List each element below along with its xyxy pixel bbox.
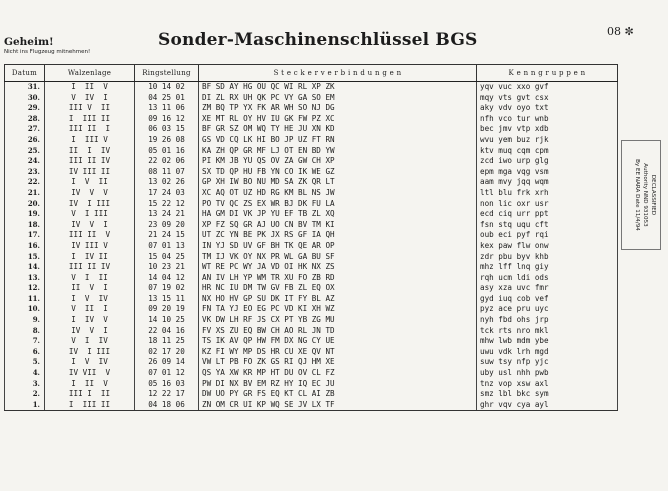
table-row	[5, 294, 618, 305]
row-walzenlage: I IV V	[45, 315, 135, 326]
table-row	[5, 93, 618, 104]
row-walzenlage: III I II	[45, 389, 135, 400]
row-stecker: BF SD AY HG OU QC WI RL XP ZK	[199, 82, 477, 93]
row-kenngruppen: aam mvy jqq wqm	[477, 177, 618, 188]
row-stecker: ZN OM CR UI KP WQ SE JV LX TF	[199, 400, 477, 411]
row-kenngruppen: uwu vdk lrh mgd	[477, 347, 618, 358]
table-row	[5, 124, 618, 135]
row-walzenlage: III II IV	[45, 262, 135, 273]
table-row	[5, 389, 618, 400]
row-stecker: PO TV QC ZS EX WR BJ DK FU LA	[199, 199, 477, 210]
row-kenngruppen: zcd iwo urp glg	[477, 156, 618, 167]
row-date: 6.	[5, 347, 45, 358]
header-datum: Datum	[5, 65, 45, 82]
row-stecker: KZ FI WY MP DS HR CU XE QV NT	[199, 347, 477, 358]
row-ringstellung: 26 09 14	[135, 357, 199, 368]
table-row	[5, 103, 618, 114]
row-ringstellung: 17 24 03	[135, 188, 199, 199]
row-kenngruppen: ghr vqv cya ayl	[477, 400, 618, 411]
document-title: Sonder-Maschinenschlüssel BGS	[158, 30, 478, 50]
row-stecker: VK DW LH RF JS CX PT YB ZG MU	[199, 315, 477, 326]
row-kenngruppen: smz lbl bkc sym	[477, 389, 618, 400]
row-date: 24.	[5, 156, 45, 167]
row-stecker: DW UO PY GR FS EQ KT CL AI ZB	[199, 389, 477, 400]
row-walzenlage: IV VII V	[45, 368, 135, 379]
row-kenngruppen: bec jmv vtp xdb	[477, 124, 618, 135]
row-walzenlage: V I IV	[45, 336, 135, 347]
row-kenngruppen: pyz ace pru uyc	[477, 304, 618, 315]
table-row	[5, 146, 618, 157]
row-walzenlage: I II V	[45, 82, 135, 93]
table-row	[5, 188, 618, 199]
row-walzenlage: IV V I	[45, 326, 135, 337]
row-date: 29.	[5, 103, 45, 114]
row-walzenlage: I V IV	[45, 294, 135, 305]
row-date: 4.	[5, 368, 45, 379]
row-walzenlage: V II I	[45, 304, 135, 315]
table-row	[5, 326, 618, 337]
table-row	[5, 114, 618, 125]
row-kenngruppen: tnz vop xsw axl	[477, 379, 618, 390]
row-kenngruppen: asy xza uvc fmr	[477, 283, 618, 294]
row-kenngruppen: non lic oxr usr	[477, 199, 618, 210]
row-kenngruppen: uby usl nhh pwb	[477, 368, 618, 379]
header-walzenlage: Walzenlage	[45, 65, 135, 82]
row-stecker: XC AQ OT UZ HD RG KM BL NS JW	[199, 188, 477, 199]
row-stecker: BF GR SZ OM WQ TY HE JU XN KD	[199, 124, 477, 135]
table-row	[5, 347, 618, 358]
table-row	[5, 167, 618, 178]
row-stecker: PI KM JB YU QS OV ZA GW CH XP	[199, 156, 477, 167]
row-walzenlage: II V I	[45, 283, 135, 294]
row-date: 7.	[5, 336, 45, 347]
row-ringstellung: 09 16 12	[135, 114, 199, 125]
row-date: 5.	[5, 357, 45, 368]
row-ringstellung: 05 16 03	[135, 379, 199, 390]
table-row	[5, 304, 618, 315]
header-kenngruppen: K e n n g r u p p e n	[477, 65, 618, 82]
row-ringstellung: 04 25 01	[135, 93, 199, 104]
classification-label: Geheim!	[4, 36, 54, 48]
row-ringstellung: 09 20 19	[135, 304, 199, 315]
row-stecker: UT ZC YN BE PK JX RS GF IA QH	[199, 230, 477, 241]
row-kenngruppen: epm mga vqg vsm	[477, 167, 618, 178]
row-date: 31.	[5, 82, 45, 93]
table-row	[5, 230, 618, 241]
row-walzenlage: III II IV	[45, 156, 135, 167]
row-date: 28.	[5, 114, 45, 125]
row-ringstellung: 07 01 12	[135, 368, 199, 379]
row-ringstellung: 13 15 11	[135, 294, 199, 305]
row-date: 14.	[5, 262, 45, 273]
row-kenngruppen: suw tsy nfp yjc	[477, 357, 618, 368]
row-ringstellung: 23 09 20	[135, 220, 199, 231]
table-row	[5, 379, 618, 390]
row-kenngruppen: nfh vco tur wnb	[477, 114, 618, 125]
row-ringstellung: 02 17 20	[135, 347, 199, 358]
row-ringstellung: 19 26 08	[135, 135, 199, 146]
table-row	[5, 368, 618, 379]
row-date: 15.	[5, 252, 45, 263]
row-date: 12.	[5, 283, 45, 294]
table-header	[5, 65, 618, 82]
row-ringstellung: 15 04 25	[135, 252, 199, 263]
row-stecker: FV XS ZU EQ BW CH AO RL JN TD	[199, 326, 477, 337]
row-stecker: FN TA YJ EO EG PC VD KI XH WZ	[199, 304, 477, 315]
row-date: 25.	[5, 146, 45, 157]
row-date: 8.	[5, 326, 45, 337]
row-kenngruppen: rqh ucm ldi ods	[477, 273, 618, 284]
row-walzenlage: V I III	[45, 209, 135, 220]
table-row	[5, 315, 618, 326]
row-date: 21.	[5, 188, 45, 199]
row-walzenlage: I III II	[45, 400, 135, 411]
row-walzenlage: IV III II	[45, 167, 135, 178]
row-ringstellung: 10 23 21	[135, 262, 199, 273]
row-kenngruppen: wvu yem buz rjk	[477, 135, 618, 146]
row-kenngruppen: ecd ciq urr ppt	[477, 209, 618, 220]
row-stecker: SX TD QP HU FB YN CO IK WE GZ	[199, 167, 477, 178]
row-walzenlage: I II V	[45, 379, 135, 390]
row-date: 3.	[5, 379, 45, 390]
row-date: 22.	[5, 177, 45, 188]
row-date: 27.	[5, 124, 45, 135]
row-date: 1.	[5, 400, 45, 411]
row-kenngruppen: gyd iuq cob vef	[477, 294, 618, 305]
row-stecker: HA GM DI VK JP YU EF TB ZL XQ	[199, 209, 477, 220]
table-row	[5, 209, 618, 220]
table-row	[5, 273, 618, 284]
declassified-stamp	[621, 140, 661, 250]
row-walzenlage: IV I III	[45, 347, 135, 358]
row-kenngruppen: mqy vts gvt csx	[477, 93, 618, 104]
row-walzenlage: III V II	[45, 103, 135, 114]
row-walzenlage: IV V V	[45, 188, 135, 199]
row-stecker: DI ZL RX UH QK PC VY GA SO EM	[199, 93, 477, 104]
stamp-line-1: DECLASSIFIED	[650, 174, 656, 216]
row-stecker: GP XH IW BO NU MD SA ZK QR LT	[199, 177, 477, 188]
row-ringstellung: 04 18 06	[135, 400, 199, 411]
row-walzenlage: I IV II	[45, 252, 135, 263]
stamp-line-2: Authority NND 931053	[642, 163, 648, 227]
table-row	[5, 156, 618, 167]
row-date: 17.	[5, 230, 45, 241]
handling-note: Nicht ins Flugzeug mitnehmen!	[4, 49, 91, 55]
row-date: 26.	[5, 135, 45, 146]
header-steckerverbindungen: S t e c k e r v e r b i n d u n g e n	[199, 65, 477, 82]
row-walzenlage: I V IV	[45, 357, 135, 368]
row-kenngruppen: oub eci pyf rqi	[477, 230, 618, 241]
row-stecker: KA ZH QP GR MF LJ OT EN BD YW	[199, 146, 477, 157]
row-ringstellung: 13 24 21	[135, 209, 199, 220]
row-walzenlage: IV I III	[45, 199, 135, 210]
table-row	[5, 220, 618, 231]
row-kenngruppen: yqv vuc xxo gvf	[477, 82, 618, 93]
row-stecker: IN YJ SD UV GF BH TK QE AR OP	[199, 241, 477, 252]
row-kenngruppen: mhw lwb mdm ybe	[477, 336, 618, 347]
row-ringstellung: 10 14 02	[135, 82, 199, 93]
row-date: 23.	[5, 167, 45, 178]
table-row	[5, 262, 618, 273]
row-kenngruppen: zdr pbu byv khb	[477, 252, 618, 263]
row-stecker: NX HO HV GP SU DK IT FY BL AZ	[199, 294, 477, 305]
row-stecker: HR NC IU DM TW GV FB ZL EQ OX	[199, 283, 477, 294]
row-kenngruppen: kex paw flw onw	[477, 241, 618, 252]
row-kenngruppen: ktv muq cqm cpm	[477, 146, 618, 157]
row-ringstellung: 14 04 12	[135, 273, 199, 284]
table-row	[5, 135, 618, 146]
row-walzenlage: I III V	[45, 135, 135, 146]
row-ringstellung: 15 22 12	[135, 199, 199, 210]
row-stecker: VW LT PB FO ZK GS RI QJ HM XE	[199, 357, 477, 368]
row-stecker: GS VD CQ LK HI BO JP UZ FT RN	[199, 135, 477, 146]
row-stecker: XE MT RL OY HV IU GK FW PZ XC	[199, 114, 477, 125]
row-date: 13.	[5, 273, 45, 284]
row-walzenlage: I V II	[45, 177, 135, 188]
table-row	[5, 199, 618, 210]
table-row	[5, 177, 618, 188]
stamp-line-3: By EE NARA Date 11/4/94	[634, 159, 640, 231]
row-ringstellung: 05 01 16	[135, 146, 199, 157]
table-row	[5, 357, 618, 368]
row-stecker: QS YA XW KR MP HT DU OV CL FZ	[199, 368, 477, 379]
row-walzenlage: V I II	[45, 273, 135, 284]
row-date: 20.	[5, 199, 45, 210]
table-row	[5, 336, 618, 347]
row-ringstellung: 13 02 26	[135, 177, 199, 188]
row-walzenlage: IV V I	[45, 220, 135, 231]
row-date: 30.	[5, 93, 45, 104]
row-date: 19.	[5, 209, 45, 220]
row-kenngruppen: mhz lff lnq giy	[477, 262, 618, 273]
row-walzenlage: IV III V	[45, 241, 135, 252]
row-ringstellung: 08 11 07	[135, 167, 199, 178]
row-date: 9.	[5, 315, 45, 326]
row-ringstellung: 22 04 16	[135, 326, 199, 337]
row-kenngruppen: fsn stq uqu cft	[477, 220, 618, 231]
row-date: 11.	[5, 294, 45, 305]
row-kenngruppen: aky vdv oyo txt	[477, 103, 618, 114]
row-stecker: AN IV LH YP WM TR XU FO ZB RD	[199, 273, 477, 284]
row-date: 16.	[5, 241, 45, 252]
key-table	[4, 64, 618, 411]
row-date: 18.	[5, 220, 45, 231]
row-ringstellung: 07 19 02	[135, 283, 199, 294]
row-ringstellung: 07 01 13	[135, 241, 199, 252]
row-stecker: XP FZ SQ GR AJ UO CN BV TM KI	[199, 220, 477, 231]
row-stecker: ZM BQ TP YX FK AR WH SO NJ DG	[199, 103, 477, 114]
row-stecker: PW DI NX BV EM RZ HY IQ EC JU	[199, 379, 477, 390]
row-stecker: TM IJ VK OY NX PR WL GA BU SF	[199, 252, 477, 263]
row-kenngruppen: tck rts nro mkl	[477, 326, 618, 337]
row-kenngruppen: nyh fbd ohs jrp	[477, 315, 618, 326]
row-kenngruppen: ltl blu frk xrh	[477, 188, 618, 199]
header-ringstellung: Ringstellung	[135, 65, 199, 82]
row-date: 10.	[5, 304, 45, 315]
row-stecker: TS IK AV QP HW FM DX NG CY UE	[199, 336, 477, 347]
table-row	[5, 400, 618, 411]
row-ringstellung: 13 11 06	[135, 103, 199, 114]
row-ringstellung: 14 10 25	[135, 315, 199, 326]
row-stecker: WT RE PC WY JA VD OI HK NX ZS	[199, 262, 477, 273]
row-ringstellung: 12 22 17	[135, 389, 199, 400]
row-ringstellung: 06 03 15	[135, 124, 199, 135]
row-walzenlage: III II I	[45, 124, 135, 135]
table-row	[5, 241, 618, 252]
row-walzenlage: I III II	[45, 114, 135, 125]
row-ringstellung: 22 02 06	[135, 156, 199, 167]
sheet-number: 08 ✼	[607, 25, 634, 38]
row-walzenlage: III II V	[45, 230, 135, 241]
table-row	[5, 252, 618, 263]
row-ringstellung: 18 11 25	[135, 336, 199, 347]
row-walzenlage: II I IV	[45, 146, 135, 157]
table-row	[5, 82, 618, 93]
row-date: 2.	[5, 389, 45, 400]
row-walzenlage: V IV I	[45, 93, 135, 104]
row-ringstellung: 21 24 15	[135, 230, 199, 241]
table-row	[5, 283, 618, 294]
